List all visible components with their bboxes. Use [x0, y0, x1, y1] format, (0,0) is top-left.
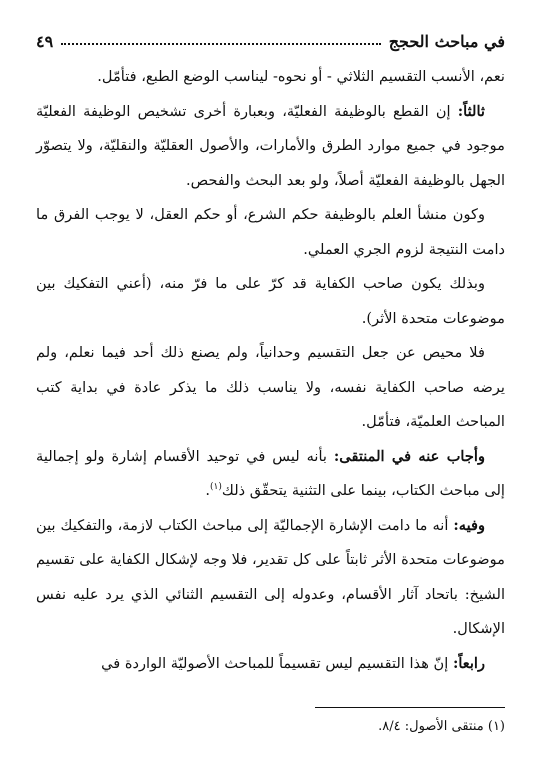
- footnote-divider: [315, 707, 505, 708]
- paragraph-lead: رابعاً:: [452, 654, 485, 672]
- footnote: (١) منتقى الأصول: ٨/٤.: [378, 719, 505, 734]
- paragraph: نعم، الأنسب التقسيم الثلاثي - أو نحوه- ليناسب الوضع الطبع، فتأمّل.: [97, 68, 505, 85]
- paragraph: وأجاب عنه في المنتقى: بأنه ليس في توحيد الأقسام إشارة ولو إجمالية إلى مباحث الكتاب، بينما على التثنية يتحقّق ذلك$^{(١)}$.: [36, 447, 505, 499]
- paragraph: ثالثاً: إن القطع بالوظيفة الفعليّة، وبعبارة أخرى تشخيص الوظيفة الفعليّة موجود في جميع موارد الطرق والأمارات، والأصول العقليّة والنقليّة، ولا يتصوّر الجهل بالوظيفة الفعليّة أصلاً، ولو بعد البحث والفحص.: [36, 102, 505, 189]
- running-header: [36, 28, 505, 54]
- paragraph: وبذلك يكون صاحب الكفاية قد كرّ على ما فرّ منه، (أعني التفكيك بين موضوعات متحدة الأثر).: [36, 275, 505, 327]
- page-number: ٤٩: [36, 31, 54, 51]
- paragraph: وفيه: أنه ما دامت الإشارة الإجماليّة إلى مباحث الكتاب لازمة، والتفكيك بين موضوعات متحدة الأثر ثابتاً على كل تقدير، فلا وجه لإشكال الكفاية على تقسيم الشيخ: باتحاد آثار الأقسام، وعدوله إلى التقسيم الثنائي الذي يرد عليه نفس الإشكال.: [36, 516, 505, 637]
- header-title: في مباحث الحجج: [388, 31, 505, 51]
- footnote-marker: (١): [210, 482, 222, 493]
- paragraph: فلا محيص عن جعل التقسيم وحدانياً، ولم يصنع ذلك أحد فيما نعلم، ولم يرضه صاحب الكفاية نفسه، ولا يناسب ذلك ما يذكر عادة في بداية كتب المباحث العلميّة، فتأمّل.: [36, 344, 505, 430]
- paragraph-lead: وأجاب عنه في المنتقى:: [333, 447, 486, 465]
- paragraph: وكون منشأ العلم بالوظيفة حكم الشرع، أو حكم العقل، لا يوجب الفرق ما دامت النتيجة لزوم الجري العملي.: [36, 206, 505, 258]
- body-text: [36, 60, 505, 681]
- header-dot-leader: [61, 43, 381, 45]
- paragraph: رابعاً: إنّ هذا التقسيم ليس تقسيماً للمباحث الأصوليّة الواردة في: [101, 654, 485, 672]
- paragraph-lead: وفيه:: [453, 516, 485, 534]
- paragraph-lead: ثالثاً:: [457, 102, 485, 120]
